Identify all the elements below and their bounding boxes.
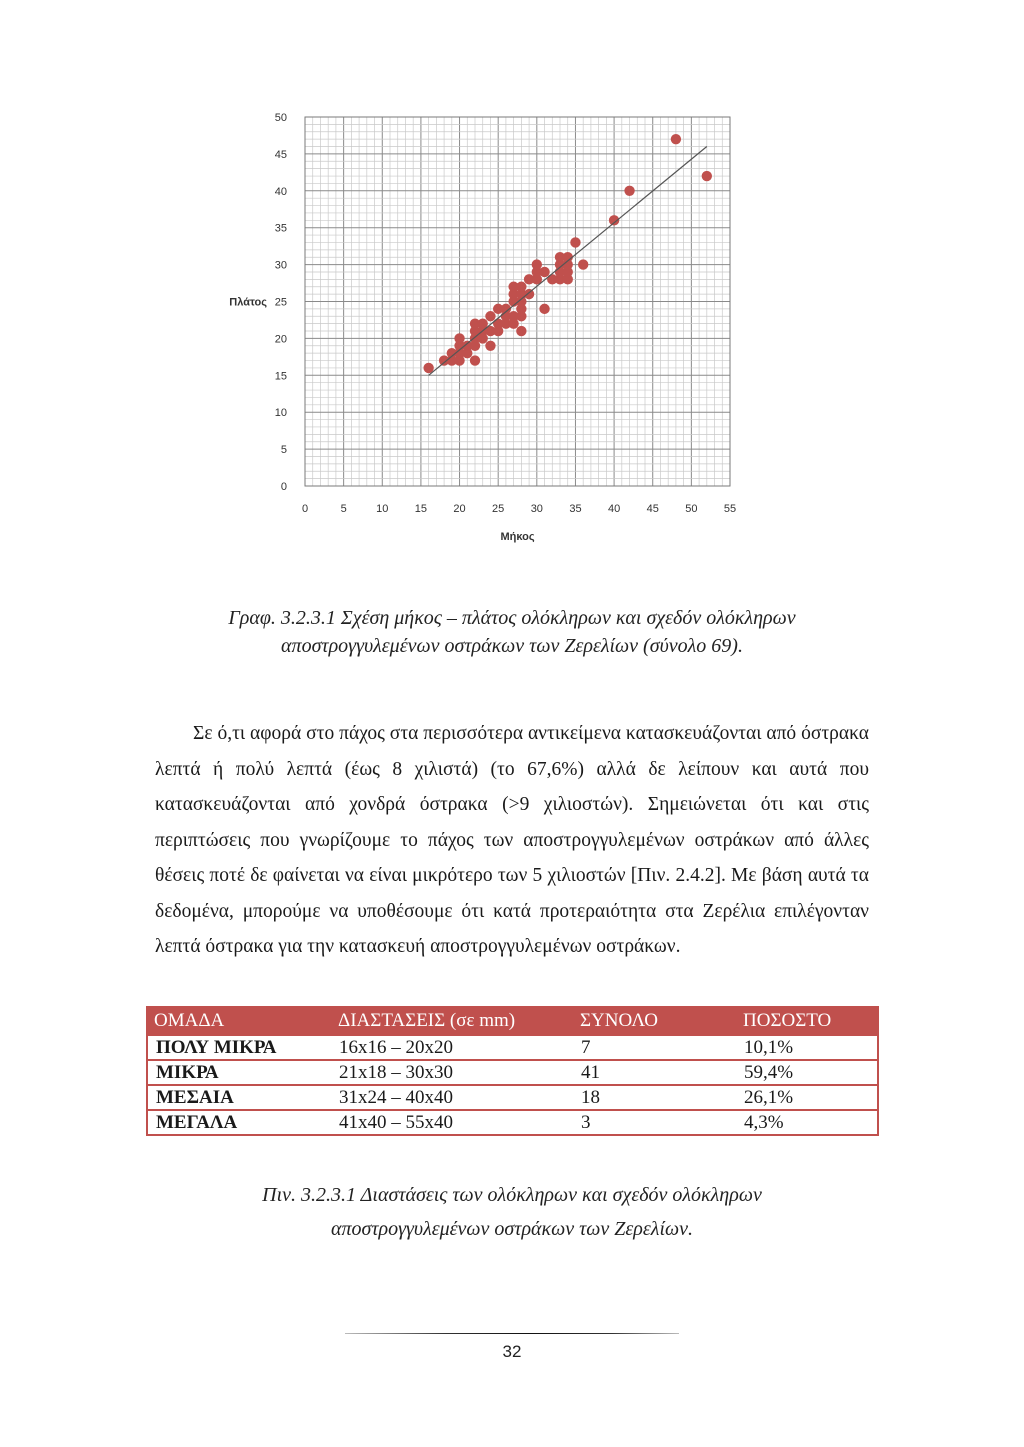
table-cell: 26,1% (736, 1085, 878, 1110)
table-header-cell: ΟΜΑΔΑ (147, 1007, 331, 1035)
table-cell: 21x18 – 30x30 (331, 1060, 573, 1085)
table-cell: 4,3% (736, 1110, 878, 1135)
x-tick-label: 55 (723, 503, 737, 515)
table-cell: 41 (573, 1060, 736, 1085)
data-point (624, 186, 634, 196)
table-header-row (147, 1007, 878, 1035)
figure-caption-line-2: αποστρογγυλεμένων οστράκων των Ζερελίων (σύνολο 69). (281, 635, 743, 657)
table-row (147, 1085, 878, 1110)
table-row (147, 1110, 878, 1135)
data-point (485, 311, 495, 321)
footer-divider (345, 1333, 679, 1334)
y-tick-label: 15 (274, 370, 287, 383)
data-point (532, 259, 542, 269)
y-tick-label: 5 (280, 444, 287, 457)
body-paragraph-text: Σε ό,τι αφορά στο πάχος στα περισσότερα αντικείμενα κατασκευάζονται από όστρακα λεπτά ή πολύ λεπτά (έως 8 χιλιστά) (το 67,6%) αλλά δε λείπουν και αυτά που κατασκευάζονται από χονδρά όστρακα (>9 χιλιοστών). Σημειώνεται ότι και στις περιπτώσεις που γνωρίζουμε το πάχος των αποστρογγυλεμένων οστράκων από άλλες θέσεις ποτέ δε φαίνεται να είναι μικρότερο των 5 χιλιοστών [Πιν. 2.4.2]. Με βάση αυτά τα δεδομένα, μπορούμε να υποθέσουμε ότι κατά προτεραιότητα στα Ζερέλια επιλέγονταν λεπτά όστρακα για την κατασκευή αποστρογγυλεμένων οστράκων. (155, 723, 869, 957)
x-tick-label: 25 (492, 503, 505, 515)
table-cell: 41x40 – 55x40 (331, 1110, 573, 1135)
table-header-cell: ΠΟΣΟΣΤΟ (736, 1007, 878, 1035)
scatter-chart (210, 100, 770, 550)
data-point (578, 259, 588, 269)
table-cell: ΠΟΛΥ ΜΙΚΡΑ (147, 1035, 331, 1060)
table-caption-line-1: Πιν. 3.2.3.1 Διαστάσεις των ολόκληρων και σχεδόν ολόκληρων (262, 1184, 762, 1206)
x-tick-label: 50 (685, 503, 698, 515)
table-cell: ΜΙΚΡΑ (147, 1060, 331, 1085)
figure-caption (150, 604, 874, 660)
y-tick-label: 20 (274, 333, 287, 346)
x-tick-label: 45 (646, 503, 659, 515)
figure-caption-line-1: Γραφ. 3.2.3.1 Σχέση μήκος – πλάτος ολόκληρων και σχεδόν ολόκληρων (228, 607, 796, 629)
page-number: 32 (502, 1342, 522, 1361)
x-tick-label: 35 (569, 503, 582, 515)
x-tick-label: 30 (530, 503, 543, 515)
data-point (454, 333, 464, 343)
data-point (516, 282, 526, 292)
x-tick-label: 10 (376, 503, 389, 515)
table-header-cell: ΣΥΝΟΛΟ (573, 1007, 736, 1035)
table-cell: 31x24 – 40x40 (331, 1085, 573, 1110)
data-point (570, 237, 580, 247)
x-tick-label: 20 (453, 503, 466, 515)
x-tick-label: 40 (607, 503, 621, 515)
x-tick-label: 5 (340, 503, 347, 515)
x-tick-label: 15 (414, 503, 428, 515)
y-tick-label: 35 (274, 222, 287, 235)
data-point (470, 355, 480, 365)
data-point (671, 134, 681, 144)
dimensions-table (146, 1006, 879, 1136)
table-row (147, 1035, 878, 1060)
body-paragraph (155, 716, 869, 965)
data-point (485, 341, 495, 351)
x-tick-label: 0 (301, 503, 309, 515)
x-axis-label: Μήκος (500, 531, 535, 543)
table-cell: 3 (573, 1110, 736, 1135)
table-cell: 18 (573, 1085, 736, 1110)
data-point (702, 171, 712, 181)
table-cell: ΜΕΓΑΛΑ (147, 1110, 331, 1135)
y-tick-label: 25 (274, 296, 287, 309)
data-point (516, 326, 526, 336)
table-caption (150, 1178, 874, 1246)
y-tick-label: 45 (274, 148, 287, 161)
y-axis-label: Πλάτος (229, 296, 267, 309)
data-point (539, 304, 549, 314)
table-caption-line-2: αποστρογγυλεμένων οστράκων των Ζερελίων. (331, 1218, 693, 1240)
table-header-cell: ΔΙΑΣΤΑΣΕΙΣ (σε mm) (331, 1007, 573, 1035)
table-cell: 7 (573, 1035, 736, 1060)
table-cell: 10,1% (736, 1035, 878, 1060)
table-cell: 16x16 – 20x20 (331, 1035, 573, 1060)
y-tick-label: 50 (274, 112, 287, 124)
table-cell: ΜΕΣΑΙΑ (147, 1085, 331, 1110)
y-tick-label: 40 (274, 185, 287, 198)
y-tick-label: 10 (274, 407, 287, 420)
table-row (147, 1060, 878, 1085)
y-tick-label: 30 (274, 259, 287, 272)
data-point (524, 289, 534, 299)
y-tick-label: 0 (280, 481, 287, 493)
data-point (539, 267, 549, 277)
table-cell: 59,4% (736, 1060, 878, 1085)
